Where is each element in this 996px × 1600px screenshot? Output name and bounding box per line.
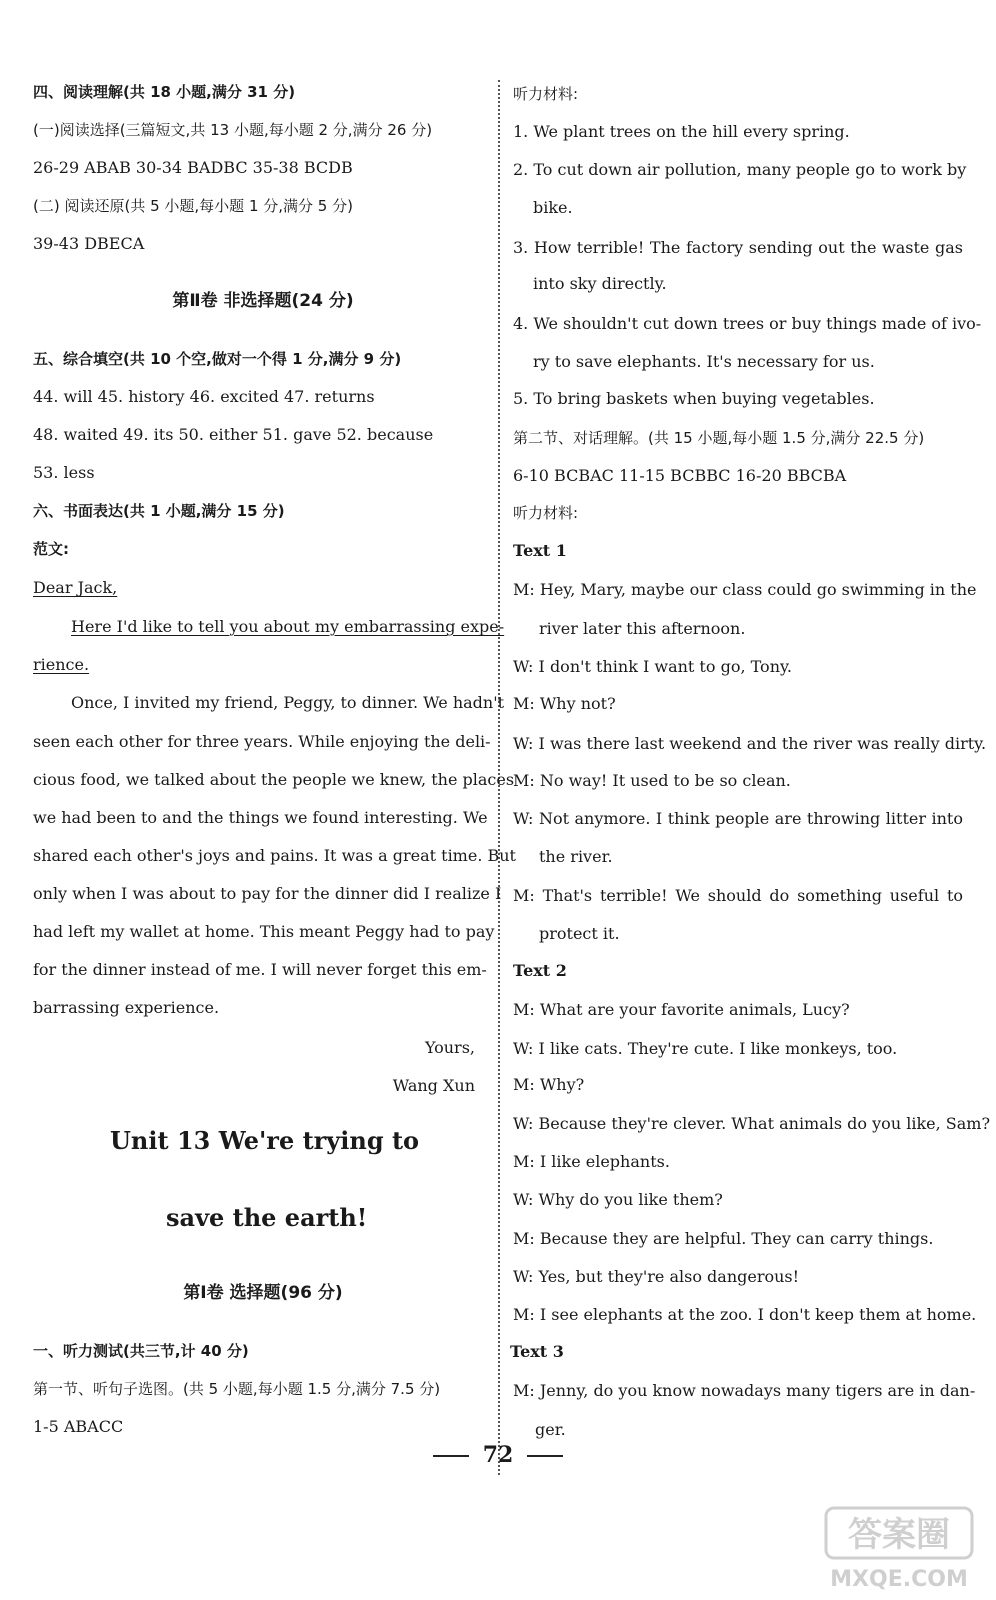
text-3-title: Text 3 <box>510 1342 564 1361</box>
dialogue-line: W: Yes, but they're also dangerous! <box>513 1267 800 1286</box>
unit-title-line-2: save the earth! <box>166 1203 368 1232</box>
dialogue-line: W: I like cats. They're cute. I like monkeys, too. <box>513 1039 898 1058</box>
letter-body-line: we had been to and the things we found interesting. We <box>33 808 488 827</box>
section-5-answers-2: 48. waited 49. its 50. either 51. gave 52. because <box>33 425 434 444</box>
dialogue-line: M: No way! It used to be so clean. <box>513 771 791 790</box>
section-4-part-1: (一)阅读选择(三篇短文,共 13 小题,每小题 2 分,满分 26 分) <box>33 121 433 139</box>
section-4-title: 四、阅读理解(共 18 小题,满分 31 分) <box>33 83 296 101</box>
volume-2-title: 第Ⅱ卷 非选择题(24 分) <box>172 291 354 311</box>
letter-body-line: Once, I invited my friend, Peggy, to dinner. We hadn't <box>71 693 505 712</box>
watermark-logo <box>824 1504 974 1592</box>
listening-sentence: into sky directly. <box>533 274 667 293</box>
text-1-title: Text 1 <box>513 541 567 560</box>
listening-sentence: 2. To cut down air pollution, many people go to work by <box>513 160 967 179</box>
page-number-dash <box>433 1455 469 1457</box>
dialogue-line: M: Hey, Mary, maybe our class could go swimming in the <box>513 580 977 599</box>
dialogue-line: M: I like elephants. <box>513 1152 670 1171</box>
section-1-title: 一、听力测试(共三节,计 40 分) <box>33 1342 249 1360</box>
listening-sentence: ry to save elephants. It's necessary for us. <box>533 352 875 371</box>
letter-body-line: seen each other for three years. While enjoying the deli- <box>33 732 491 751</box>
listening-sentence: 1. We plant trees on the hill every spring. <box>513 122 850 141</box>
listening-sentence: 4. We shouldn't cut down trees or buy things made of ivo- <box>513 314 982 333</box>
letter-intro-line-1: Here I'd like to tell you about my embarrassing expe- <box>71 617 505 636</box>
dialogue-line: the river. <box>539 847 613 866</box>
section-5-answers-3: 53. less <box>33 463 95 482</box>
dialogue-line: M: Why not? <box>513 694 616 713</box>
watermark-url: MXQE.COM <box>830 1567 968 1592</box>
dialogue-line: river later this afternoon. <box>539 619 746 638</box>
section-1-answers: 1-5 ABACC <box>33 1417 124 1436</box>
letter-body-line: cious food, we talked about the people we knew, the places <box>33 770 515 789</box>
dialogue-line: ger. <box>535 1420 566 1439</box>
section-4-part-2: (二) 阅读还原(共 5 小题,每小题 1 分,满分 5 分) <box>33 197 353 215</box>
letter-body-line: had left my wallet at home. This meant Peggy had to pay <box>33 922 495 941</box>
text-2-title: Text 2 <box>513 961 567 980</box>
letter-body-line: shared each other's joys and pains. It was a great time. But <box>33 846 516 865</box>
letter-body-line: barrassing experience. <box>33 998 220 1017</box>
dialogue-line: M: That's terrible! We should do something useful to <box>513 886 963 905</box>
letter-body-line: for the dinner instead of me. I will never forget this em- <box>33 960 487 979</box>
part-2-answers: 6-10 BCBAC 11-15 BCBBC 16-20 BBCBA <box>513 466 847 485</box>
dialogue-line: M: What are your favorite animals, Lucy? <box>513 1000 850 1019</box>
dialogue-line: W: Why do you like them? <box>513 1190 723 1209</box>
dialogue-line: W: Not anymore. I think people are throwing litter into <box>513 809 963 828</box>
listening-sentence: bike. <box>533 198 573 217</box>
letter-body-line: only when I was about to pay for the dinner did I realize I <box>33 884 502 903</box>
volume-1-title: 第Ⅰ卷 选择题(96 分) <box>183 1283 343 1303</box>
dialogue-line: M: Jenny, do you know nowadays many tigers are in dan- <box>513 1381 976 1400</box>
unit-title-line-1: Unit 13 We're trying to <box>110 1126 420 1155</box>
dialogue-line: W: I was there last weekend and the river was really dirty. <box>513 734 987 753</box>
letter-intro-line-2: rience. <box>33 655 90 674</box>
watermark-text: 答案圈 <box>848 1515 950 1555</box>
listening-material-label: 听力材料: <box>513 504 579 522</box>
section-5-title: 五、综合填空(共 10 个空,做对一个得 1 分,满分 9 分) <box>33 350 402 368</box>
section-4-answers-2: 39-43 DBECA <box>33 234 145 253</box>
dialogue-line: M: I see elephants at the zoo. I don't keep them at home. <box>513 1305 977 1324</box>
dialogue-line: M: Because they are helpful. They can carry things. <box>513 1229 934 1248</box>
page-number-dash <box>527 1455 563 1457</box>
page-number <box>0 1442 996 1468</box>
dialogue-line: W: I don't think I want to go, Tony. <box>513 657 792 676</box>
section-6-title: 六、书面表达(共 1 小题,满分 15 分) <box>33 502 285 520</box>
dialogue-line: M: Why? <box>513 1075 585 1094</box>
letter-closing: Yours, <box>424 1038 475 1057</box>
listening-sentence: 3. How terrible! The factory sending out the waste gas <box>513 238 963 257</box>
section-4-answers-1: 26-29 ABAB 30-34 BADBC 35-38 BCDB <box>33 158 353 177</box>
section-1-part-1: 第一节、听句子选图。(共 5 小题,每小题 1.5 分,满分 7.5 分) <box>33 1380 441 1398</box>
letter-signature: Wang Xun <box>392 1076 475 1095</box>
sample-essay-label: 范文: <box>33 540 69 558</box>
letter-greeting: Dear Jack, <box>33 578 118 597</box>
part-2-title: 第二节、对话理解。(共 15 小题,每小题 1.5 分,满分 22.5 分) <box>513 429 925 447</box>
listening-sentence: 5. To bring baskets when buying vegetables. <box>513 389 875 408</box>
dialogue-line: W: Because they're clever. What animals do you like, Sam? <box>513 1114 991 1133</box>
page-number-value: 72 <box>482 1442 514 1468</box>
section-5-answers-1: 44. will 45. history 46. excited 47. returns <box>33 387 375 406</box>
dialogue-line: protect it. <box>539 924 620 943</box>
listening-material-label: 听力材料: <box>513 85 579 103</box>
